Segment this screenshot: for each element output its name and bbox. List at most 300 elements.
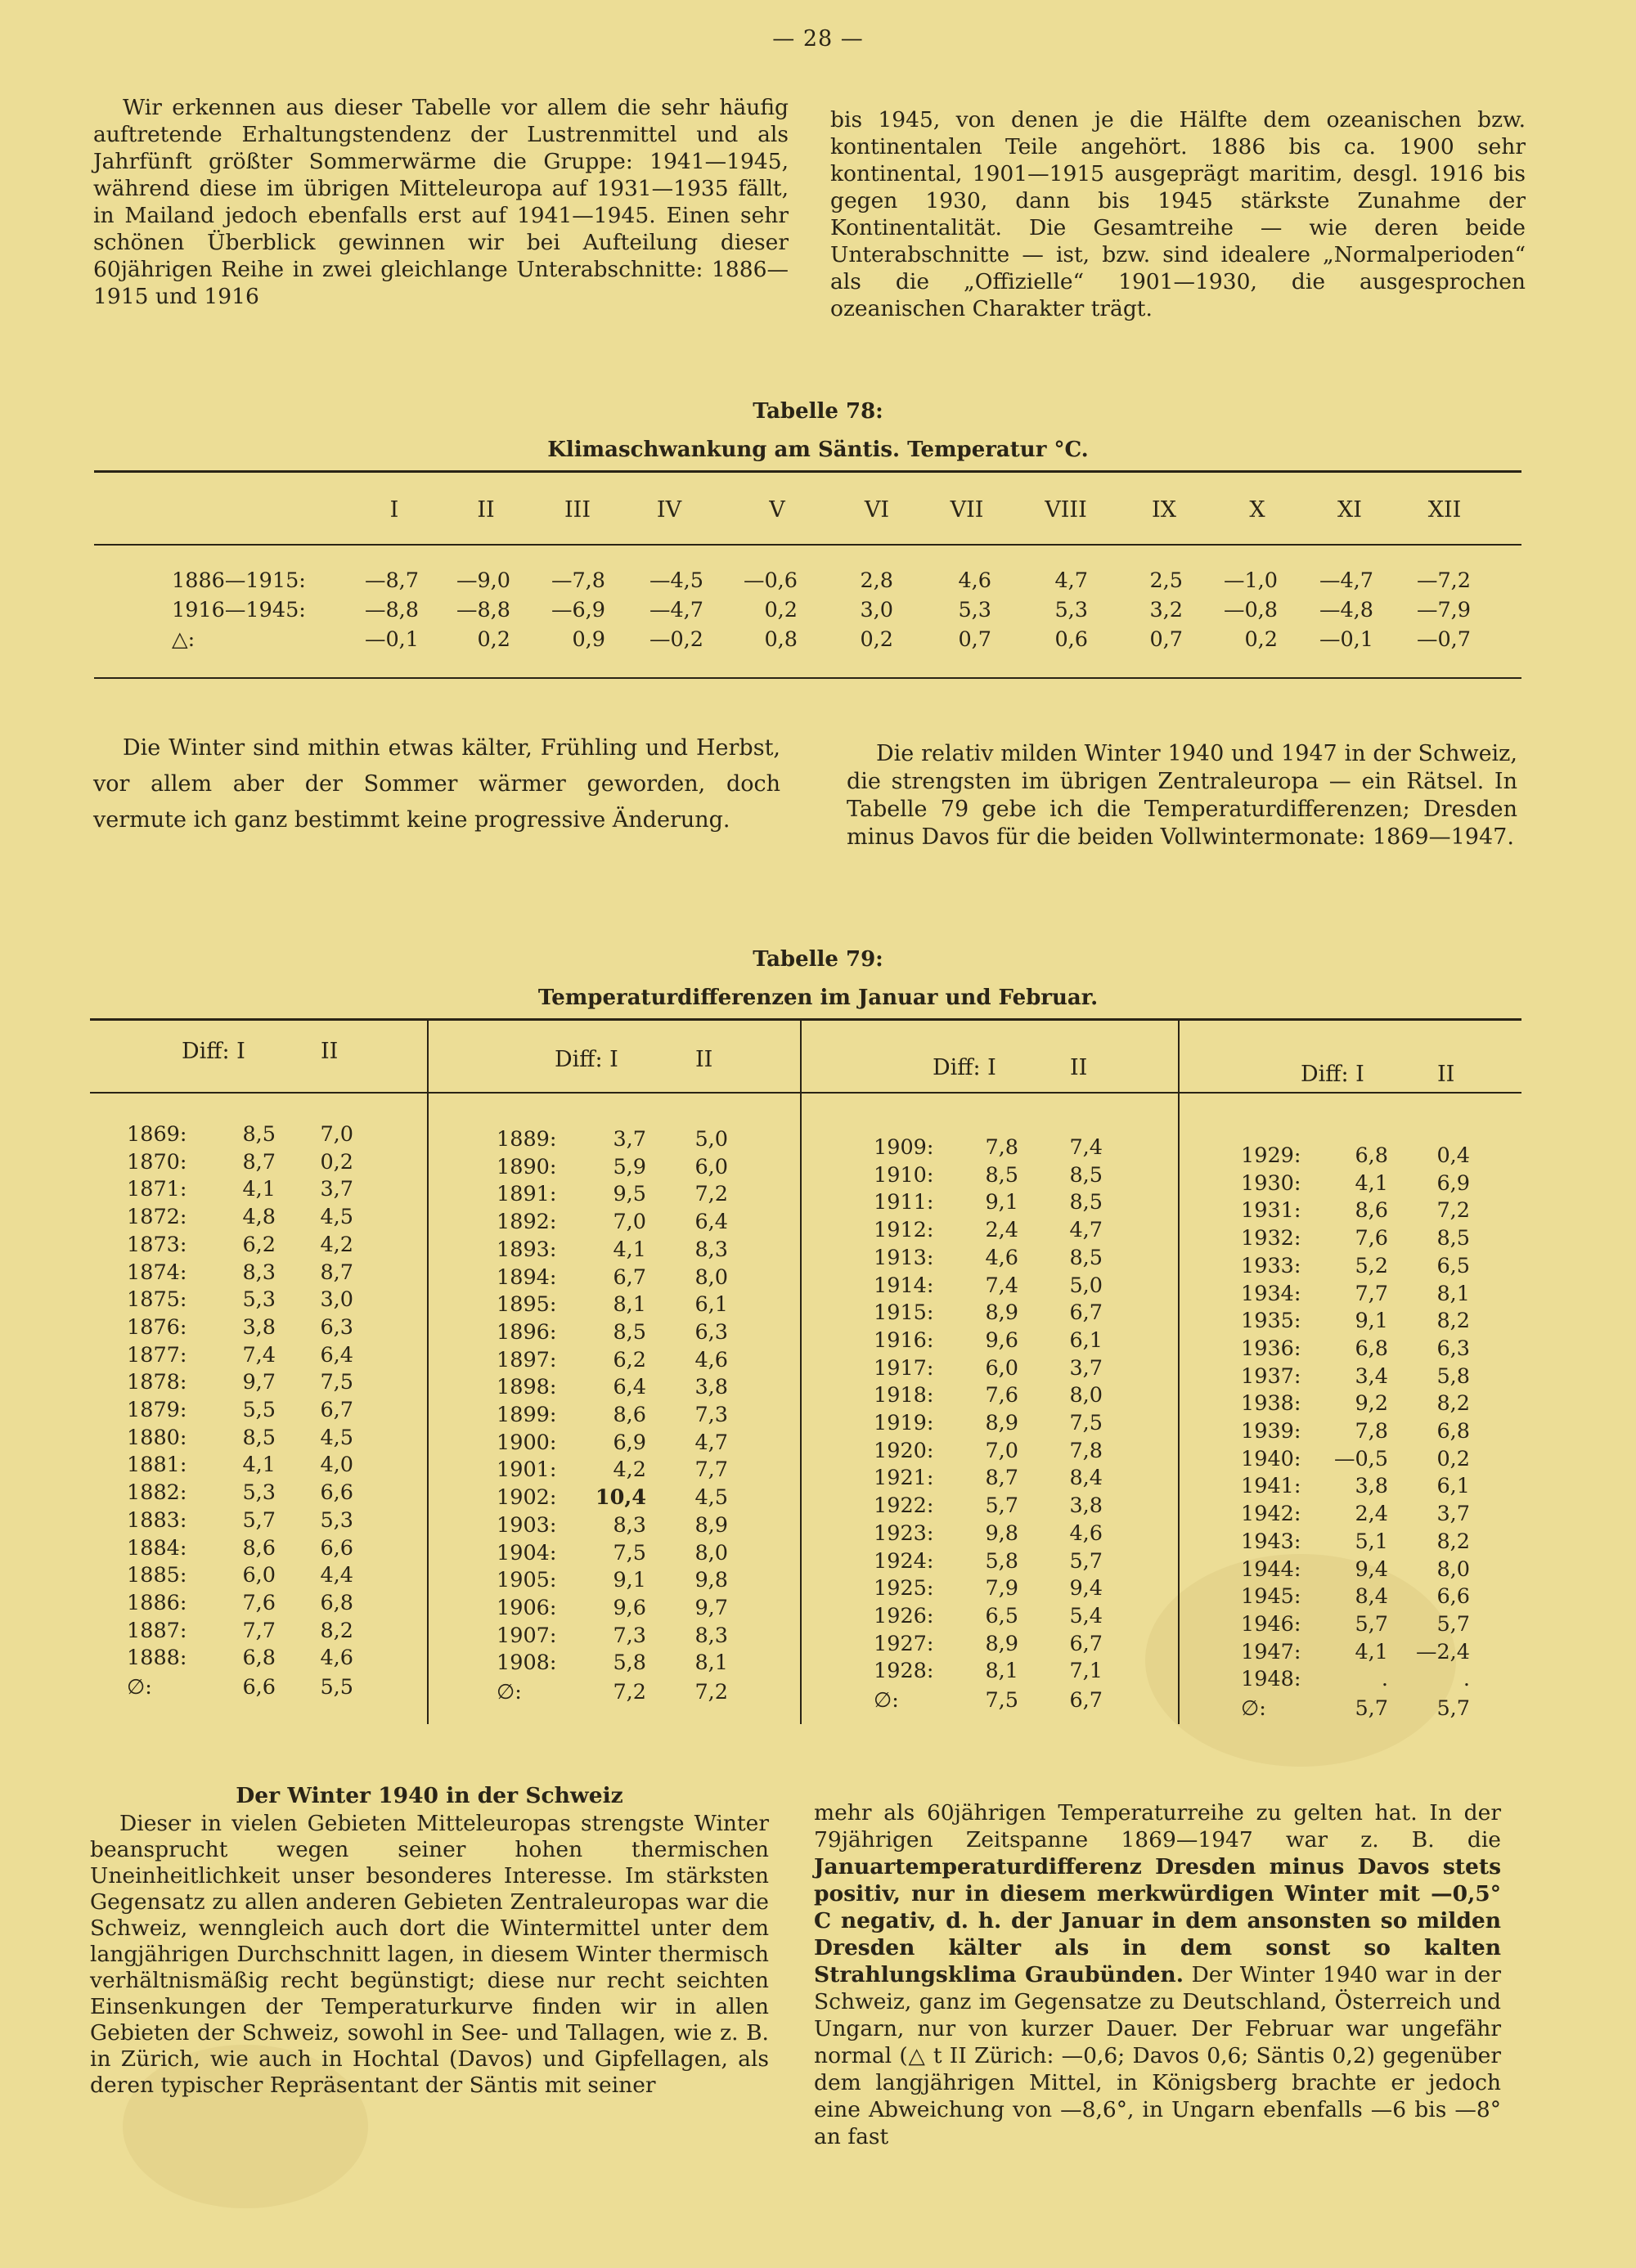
- year-label: 1918:: [874, 1383, 934, 1408]
- diff-feb: 8,5: [1069, 1190, 1103, 1215]
- table78-cell: —6,9: [551, 598, 605, 622]
- diff-jan: 4,1: [242, 1453, 276, 1478]
- diff-feb: 6,3: [320, 1314, 353, 1340]
- year-label: 1946:: [1241, 1611, 1301, 1637]
- diff-jan: 2,4: [1355, 1502, 1388, 1527]
- diff-feb: 8,0: [694, 1540, 728, 1565]
- diff-jan: 6,7: [613, 1264, 646, 1290]
- diff-jan: 9,5: [613, 1182, 646, 1207]
- diff-feb: 6,1: [1069, 1327, 1103, 1353]
- table79-header-diff: Diff: I: [182, 1039, 245, 1064]
- diff-jan: 8,6: [1355, 1198, 1388, 1224]
- year-label: 1889:: [497, 1127, 557, 1152]
- diff-feb: 5,8: [1436, 1363, 1470, 1389]
- diff-jan: 6,2: [613, 1347, 646, 1372]
- diff-jan: 3,8: [1355, 1474, 1388, 1499]
- diff-feb: 7,2: [694, 1680, 728, 1704]
- diff-feb: 6,5: [1436, 1253, 1470, 1278]
- year-label: 1888:: [127, 1646, 187, 1671]
- table79-row: [0, 1584, 1636, 1610]
- diff-feb: 0,2: [320, 1149, 353, 1174]
- table78-cell: 0,8: [764, 627, 798, 652]
- diff-jan: 7,6: [985, 1383, 1018, 1408]
- diff-feb: 4,7: [1069, 1218, 1103, 1243]
- diff-jan: 6,8: [242, 1646, 276, 1671]
- month-header: I: [389, 497, 399, 523]
- diff-jan: 9,4: [1355, 1556, 1388, 1582]
- text-run: Der Winter 1940 war in der Schweiz, ganz im Gegensatze zu Deutschland, Österreich und Ungarn, nur von kurzer Dauer. Der Februar war ungefähr normal (△ t II Zürich: —0,6; Davos 0,6; Säntis 0,2) gegenüber dem langjährigen Mittel, in Königsberg brachte er jedoch eine Abweichung von —8,6°, in Ungarn ebenfalls —6 bis —8° an fast: [814, 1962, 1501, 2149]
- table78-cell: —7,8: [551, 568, 605, 593]
- table78-cell: 0,2: [1244, 627, 1278, 652]
- year-label: 1881:: [127, 1453, 187, 1478]
- row-label: △:: [172, 627, 196, 652]
- year-label: ∅:: [1241, 1696, 1266, 1721]
- diff-feb: 4,5: [320, 1205, 353, 1230]
- year-label: 1893:: [497, 1237, 557, 1262]
- diff-jan: 8,7: [985, 1466, 1018, 1491]
- year-label: 1890:: [497, 1154, 557, 1179]
- diff-jan: 6,6: [242, 1675, 276, 1700]
- diff-jan: 9,6: [985, 1327, 1018, 1353]
- diff-jan: 9,1: [985, 1190, 1018, 1215]
- diff-feb: 3,7: [1069, 1355, 1103, 1381]
- diff-feb: 4,7: [694, 1430, 728, 1455]
- diff-feb: 7,2: [694, 1182, 728, 1207]
- year-label: 1904:: [497, 1540, 557, 1565]
- year-label: 1907:: [497, 1623, 557, 1648]
- year-label: 1920:: [874, 1438, 934, 1463]
- diff-feb: 6,6: [320, 1480, 353, 1506]
- month-header: III: [564, 497, 591, 523]
- table78-caption: Tabelle 78:: [753, 399, 883, 424]
- table78-cell: —0,8: [1223, 598, 1278, 622]
- table79-title: Temperaturdifferenzen im Januar und Februar.: [537, 986, 1099, 1010]
- diff-feb: 4,5: [694, 1485, 728, 1511]
- month-header: IV: [656, 497, 682, 523]
- diff-feb: 4,5: [320, 1425, 353, 1450]
- table79-caption: Tabelle 79:: [753, 947, 883, 972]
- year-label: 1937:: [1241, 1363, 1301, 1389]
- diff-feb: 6,3: [1436, 1336, 1470, 1361]
- diff-jan: 4,6: [985, 1245, 1018, 1270]
- diff-feb: 7,1: [1069, 1659, 1103, 1684]
- year-label: 1935:: [1241, 1309, 1301, 1334]
- diff-feb: 4,6: [1069, 1520, 1103, 1546]
- month-header: VI: [864, 497, 890, 523]
- diff-jan: 9,6: [613, 1595, 646, 1620]
- diff-jan: 4,8: [242, 1205, 276, 1230]
- year-label: 1901:: [497, 1457, 557, 1483]
- diff-jan: 6,8: [1355, 1143, 1388, 1168]
- year-label: 1877:: [127, 1342, 187, 1368]
- table78-cell: 0,2: [477, 627, 510, 652]
- diff-jan: 7,8: [985, 1135, 1018, 1160]
- table78-cell: 0,2: [860, 627, 893, 652]
- year-label: 1947:: [1241, 1639, 1301, 1664]
- table79-row: [0, 1391, 1636, 1417]
- diff-jan: 8,1: [613, 1292, 646, 1318]
- diff-jan: 4,1: [613, 1237, 646, 1262]
- table78-cell: —8,8: [456, 598, 510, 622]
- diff-feb: 6,7: [1069, 1688, 1103, 1713]
- year-label: ∅:: [497, 1680, 522, 1704]
- diff-feb: 5,0: [694, 1127, 728, 1152]
- row-label: 1916—1945:: [172, 598, 306, 622]
- table78-cell: —8,8: [364, 598, 419, 622]
- diff-jan: 5,8: [613, 1650, 646, 1676]
- table78-cell: —0,1: [1319, 627, 1373, 652]
- year-label: 1894:: [497, 1264, 557, 1290]
- table79-header-ii: II: [1070, 1055, 1088, 1080]
- diff-jan: 8,6: [613, 1403, 646, 1427]
- diff-feb: 8,5: [1069, 1245, 1103, 1270]
- diff-feb: —2,4: [1415, 1639, 1470, 1664]
- diff-jan: 5,7: [985, 1493, 1018, 1519]
- diff-jan: 7,0: [613, 1210, 646, 1235]
- year-label: 1940:: [1241, 1446, 1301, 1471]
- table79-row: [0, 1529, 1636, 1556]
- diff-jan: 6,4: [613, 1375, 646, 1400]
- diff-jan: 5,5: [242, 1398, 276, 1422]
- diff-feb: 5,7: [1069, 1548, 1103, 1574]
- table78-cell: —7,9: [1416, 598, 1471, 622]
- table78-cell: —0,6: [743, 568, 798, 593]
- month-header: IX: [1152, 497, 1176, 523]
- diff-feb: 5,0: [1069, 1273, 1103, 1298]
- diff-jan: 6,0: [985, 1355, 1018, 1381]
- diff-jan: .: [1381, 1667, 1388, 1692]
- diff-jan: 5,7: [1355, 1611, 1388, 1637]
- table78-cell: —4,7: [649, 598, 703, 622]
- diff-feb: 6,1: [694, 1292, 728, 1318]
- year-label: 1929:: [1241, 1143, 1301, 1168]
- table78-cell: 0,9: [572, 627, 605, 652]
- diff-jan: 7,0: [985, 1438, 1018, 1463]
- diff-jan: 9,2: [1355, 1391, 1388, 1417]
- diff-feb: 0,4: [1436, 1143, 1470, 1168]
- paragraph-text: bis 1945, von denen je die Hälfte dem ozeanischen bzw. kontinentalen Teile angehört. 1886 bis ca. 1900 sehr kontinental, 1901—1915 ausgeprägt maritim, desgl. 1916 bis gegen 1930, dann bis 1945 stärkste Zunahme der Kontinentalität. Die Gesamtreihe — wie deren beide Unterabschnitte — ist, bzw. sind idealere „Normalperioden“ als die „Offizielle“ 1901—1930, die ausgesprochen ozeanischen Charakter trägt.: [830, 107, 1526, 321]
- year-label: 1936:: [1241, 1336, 1301, 1361]
- table79-row: [0, 1667, 1636, 1693]
- diff-feb: 5,7: [1436, 1696, 1470, 1721]
- year-label: 1870:: [127, 1149, 187, 1174]
- table78-cell: —9,0: [456, 568, 510, 593]
- year-label: 1927:: [874, 1631, 934, 1656]
- diff-jan: 4,1: [242, 1177, 276, 1202]
- diff-jan: 8,7: [242, 1149, 276, 1174]
- diff-feb: 4,6: [320, 1646, 353, 1671]
- diff-feb: 8,1: [694, 1650, 728, 1676]
- diff-jan: 7,9: [985, 1576, 1018, 1601]
- diff-feb: 4,0: [320, 1453, 353, 1478]
- diff-feb: 8,2: [1436, 1529, 1470, 1554]
- table79-row: [0, 1282, 1636, 1308]
- diff-jan: 3,8: [242, 1314, 276, 1340]
- diff-jan: 7,7: [242, 1618, 276, 1643]
- year-label: 1906:: [497, 1595, 557, 1620]
- diff-feb: 8,4: [1069, 1466, 1103, 1491]
- table78-cell: 0,7: [958, 627, 991, 652]
- table79-header-ii: II: [1437, 1062, 1455, 1087]
- diff-feb: 3,8: [694, 1375, 728, 1400]
- diff-feb: 8,7: [320, 1260, 353, 1285]
- diff-feb: 8,3: [694, 1623, 728, 1648]
- diff-feb: 6,6: [320, 1535, 353, 1561]
- diff-jan: 8,6: [242, 1535, 276, 1561]
- year-label: 1926:: [874, 1603, 934, 1628]
- diff-jan: 6,0: [242, 1563, 276, 1588]
- diff-jan: 6,2: [242, 1232, 276, 1257]
- diff-jan: 7,6: [1355, 1226, 1388, 1251]
- diff-feb: 4,2: [320, 1232, 353, 1257]
- table78-cell: 2,8: [860, 568, 893, 593]
- table79-row: [0, 1612, 1636, 1638]
- year-label: 1944:: [1241, 1556, 1301, 1582]
- diff-feb: 8,1: [1436, 1281, 1470, 1306]
- year-label: 1910:: [874, 1162, 934, 1188]
- bottom-right-column: [814, 1799, 1501, 2150]
- diff-feb: 5,5: [320, 1675, 353, 1700]
- month-header: II: [477, 497, 495, 523]
- diff-feb: 7,5: [1069, 1411, 1103, 1435]
- table78-cell: —4,7: [1319, 568, 1373, 593]
- table78-cell: 2,5: [1149, 568, 1183, 593]
- diff-jan: 7,5: [613, 1540, 646, 1565]
- year-label: 1873:: [127, 1232, 187, 1257]
- month-header: XI: [1337, 497, 1362, 523]
- diff-jan: 6,5: [985, 1603, 1018, 1628]
- diff-jan: 6,8: [1355, 1336, 1388, 1361]
- month-header: X: [1249, 497, 1265, 523]
- table79-header-diff: Diff: I: [555, 1047, 618, 1072]
- diff-feb: 6,4: [320, 1342, 353, 1368]
- diff-feb: 8,0: [694, 1264, 728, 1290]
- table79-row: [0, 1696, 1636, 1722]
- year-label: 1941:: [1241, 1474, 1301, 1499]
- year-label: 1886:: [127, 1590, 187, 1615]
- table79-row: [0, 1336, 1636, 1363]
- year-label: 1925:: [874, 1576, 934, 1601]
- diff-feb: 7,5: [320, 1370, 353, 1395]
- year-label: 1899:: [497, 1403, 557, 1427]
- year-label: 1913:: [874, 1245, 934, 1270]
- year-label: 1880:: [127, 1425, 187, 1450]
- table78-cell: 0,6: [1054, 627, 1088, 652]
- table78-cell: —0,7: [1416, 627, 1471, 652]
- year-label: 1900:: [497, 1430, 557, 1455]
- table78-cell: 3,0: [860, 598, 893, 622]
- diff-jan: 8,4: [1355, 1584, 1388, 1610]
- diff-jan: 9,1: [1355, 1309, 1388, 1334]
- table78-cell: —4,5: [649, 568, 703, 593]
- year-label: ∅:: [127, 1675, 152, 1700]
- paragraph-text: [814, 1799, 1501, 2150]
- year-label: 1912:: [874, 1218, 934, 1243]
- year-label: 1869:: [127, 1122, 187, 1147]
- table79-header-diff: Diff: I: [1301, 1062, 1364, 1087]
- month-header: XII: [1427, 497, 1462, 523]
- paragraph-text: Die Winter sind mithin etwas kälter, Frühling und Herbst, vor allem aber der Sommer wärmer geworden, doch vermute ich ganz bestimmt keine progressive Änderung.: [93, 735, 780, 833]
- year-label: 1875:: [127, 1287, 187, 1313]
- diff-jan: 5,9: [613, 1154, 646, 1179]
- diff-feb: 6,0: [694, 1154, 728, 1179]
- year-label: 1883:: [127, 1507, 187, 1533]
- diff-feb: 0,2: [1436, 1446, 1470, 1471]
- year-label: 1896:: [497, 1319, 557, 1345]
- year-label: 1917:: [874, 1355, 934, 1381]
- year-label: 1923:: [874, 1520, 934, 1546]
- diff-feb: 7,3: [694, 1403, 728, 1427]
- diff-jan: 2,4: [985, 1218, 1018, 1243]
- diff-jan: 5,3: [242, 1480, 276, 1506]
- bottom-left-column: [90, 1783, 769, 2099]
- table78-cell: 0,2: [764, 598, 798, 622]
- diff-feb: 8,5: [1069, 1162, 1103, 1188]
- table78-cell: 0,7: [1149, 627, 1183, 652]
- diff-jan: 7,7: [1355, 1281, 1388, 1306]
- diff-jan: 8,3: [613, 1512, 646, 1538]
- diff-jan: 8,5: [242, 1425, 276, 1450]
- diff-feb: 9,7: [694, 1595, 728, 1620]
- year-label: 1915:: [874, 1300, 934, 1326]
- diff-jan: 8,1: [985, 1659, 1018, 1684]
- diff-jan: 8,5: [613, 1319, 646, 1345]
- diff-feb: 6,9: [1436, 1170, 1470, 1196]
- diff-jan: 4,2: [613, 1457, 646, 1483]
- year-label: 1922:: [874, 1493, 934, 1519]
- diff-feb: 3,7: [1436, 1502, 1470, 1527]
- table79-row: [0, 1557, 1636, 1583]
- diff-jan: 7,2: [613, 1680, 646, 1704]
- diff-feb: 5,4: [1069, 1603, 1103, 1628]
- diff-jan: 9,8: [985, 1520, 1018, 1546]
- diff-feb: 3,0: [320, 1287, 353, 1313]
- diff-feb: 9,8: [694, 1568, 728, 1593]
- year-label: 1903:: [497, 1512, 557, 1538]
- diff-jan: 5,3: [242, 1287, 276, 1313]
- diff-jan: 8,9: [985, 1411, 1018, 1435]
- year-label: 1878:: [127, 1370, 187, 1395]
- bold-text-run: Januartemperaturdifferenz Dresden minus Davos stets positiv, nur in diesem merkwürdigen Winter mit —0,5° C negativ, d. h. der Januar in dem ansonsten so milden Dresden kälter als in dem sonst so kalten Strahlungsklima Graubünden.: [814, 1854, 1501, 1987]
- year-label: 1882:: [127, 1480, 187, 1506]
- diff-feb: 7,4: [1069, 1135, 1103, 1160]
- year-label: 1933:: [1241, 1253, 1301, 1278]
- diff-feb: 6,8: [1436, 1419, 1470, 1444]
- table78-cell: —0,1: [364, 627, 419, 652]
- table78-cell: —8,7: [364, 568, 419, 593]
- year-label: 1909:: [874, 1135, 934, 1160]
- table78-cell: —1,0: [1223, 568, 1278, 593]
- diff-jan: 5,7: [242, 1507, 276, 1533]
- paragraph-text: Wir erkennen aus dieser Tabelle vor allem die sehr häufig auftretende Erhaltungstendenz der Lustrenmittel und als Jahrfünft größter Sommerwärme die Gruppe: 1941—1945, während diese im übrigen Mitteleuropa auf 1931—1935 fällt, in Mailand jedoch ebenfalls erst auf 1941—1945. Einen sehr schönen Überblick gewinnen wir bei Aufteilung dieser 60jährigen Reihe in zwei gleichlange Unterabschnitte: 1886—1915 und 1916: [93, 95, 789, 309]
- diff-feb: 6,7: [320, 1398, 353, 1422]
- table79-row: [0, 1254, 1636, 1280]
- table78-cell: —7,2: [1416, 568, 1471, 593]
- year-label: 1945:: [1241, 1584, 1301, 1610]
- page-number: — 28 —: [772, 26, 864, 52]
- year-label: 1914:: [874, 1273, 934, 1298]
- table78-cell: 3,2: [1149, 598, 1183, 622]
- month-header: V: [769, 497, 785, 523]
- year-label: 1938:: [1241, 1391, 1301, 1417]
- table79-row: [0, 1226, 1636, 1252]
- year-label: 1931:: [1241, 1198, 1301, 1224]
- diff-jan: 5,1: [1355, 1529, 1388, 1554]
- table78-cell: —4,8: [1319, 598, 1373, 622]
- year-label: 1898:: [497, 1375, 557, 1400]
- table79-row: [0, 1502, 1636, 1528]
- diff-jan: 7,4: [242, 1342, 276, 1368]
- diff-feb: 8,2: [1436, 1309, 1470, 1334]
- diff-jan: 9,1: [613, 1568, 646, 1593]
- diff-jan: 5,8: [985, 1548, 1018, 1574]
- diff-feb: 6,4: [694, 1210, 728, 1235]
- diff-jan: 4,1: [1355, 1170, 1388, 1196]
- diff-feb: 8,9: [694, 1512, 728, 1538]
- year-label: 1919:: [874, 1411, 934, 1435]
- diff-feb: 6,6: [1436, 1584, 1470, 1610]
- table79-row: [0, 1171, 1636, 1197]
- diff-feb: 9,4: [1069, 1576, 1103, 1601]
- year-label: 1908:: [497, 1650, 557, 1676]
- year-label: 1905:: [497, 1568, 557, 1593]
- diff-feb: 8,3: [694, 1237, 728, 1262]
- diff-jan: 8,5: [985, 1162, 1018, 1188]
- table78-cell: 5,3: [1054, 598, 1088, 622]
- year-label: 1948:: [1241, 1667, 1301, 1692]
- year-label: 1916:: [874, 1327, 934, 1353]
- year-label: 1943:: [1241, 1529, 1301, 1554]
- table79-header-diff: Diff: I: [933, 1055, 996, 1080]
- diff-jan: 10,4: [595, 1485, 646, 1511]
- table79-row: [0, 1143, 1636, 1170]
- diff-feb: 5,7: [1436, 1611, 1470, 1637]
- diff-feb: 3,8: [1069, 1493, 1103, 1519]
- diff-feb: 6,3: [694, 1319, 728, 1345]
- diff-jan: 7,3: [613, 1623, 646, 1648]
- year-label: 1892:: [497, 1210, 557, 1235]
- diff-feb: 4,6: [694, 1347, 728, 1372]
- year-label: 1884:: [127, 1535, 187, 1561]
- table79-row: [0, 1198, 1636, 1224]
- year-label: 1930:: [1241, 1170, 1301, 1196]
- diff-jan: 7,5: [985, 1688, 1018, 1713]
- diff-feb: 8,0: [1069, 1383, 1103, 1408]
- diff-jan: 8,3: [242, 1260, 276, 1285]
- month-header: VIII: [1045, 497, 1087, 523]
- table79-row: [0, 1364, 1636, 1390]
- diff-jan: 5,7: [1355, 1696, 1388, 1721]
- table78-title: Klimaschwankung am Säntis. Temperatur °C.: [547, 438, 1089, 462]
- year-label: 1928:: [874, 1659, 934, 1684]
- diff-feb: 8,0: [1436, 1556, 1470, 1582]
- year-label: 1924:: [874, 1548, 934, 1574]
- year-label: 1876:: [127, 1314, 187, 1340]
- diff-jan: —0,5: [1333, 1446, 1388, 1471]
- year-label: 1891:: [497, 1182, 557, 1207]
- year-label: 1942:: [1241, 1502, 1301, 1527]
- table79-row: [0, 1419, 1636, 1445]
- diff-jan: 4,1: [1355, 1639, 1388, 1664]
- diff-jan: 7,8: [1355, 1419, 1388, 1444]
- year-label: 1874:: [127, 1260, 187, 1285]
- table79-row: [0, 1309, 1636, 1335]
- diff-feb: 7,0: [320, 1122, 353, 1147]
- year-label: ∅:: [874, 1688, 899, 1713]
- diff-feb: 6,8: [320, 1590, 353, 1615]
- diff-jan: 3,4: [1355, 1363, 1388, 1389]
- diff-feb: 6,7: [1069, 1631, 1103, 1656]
